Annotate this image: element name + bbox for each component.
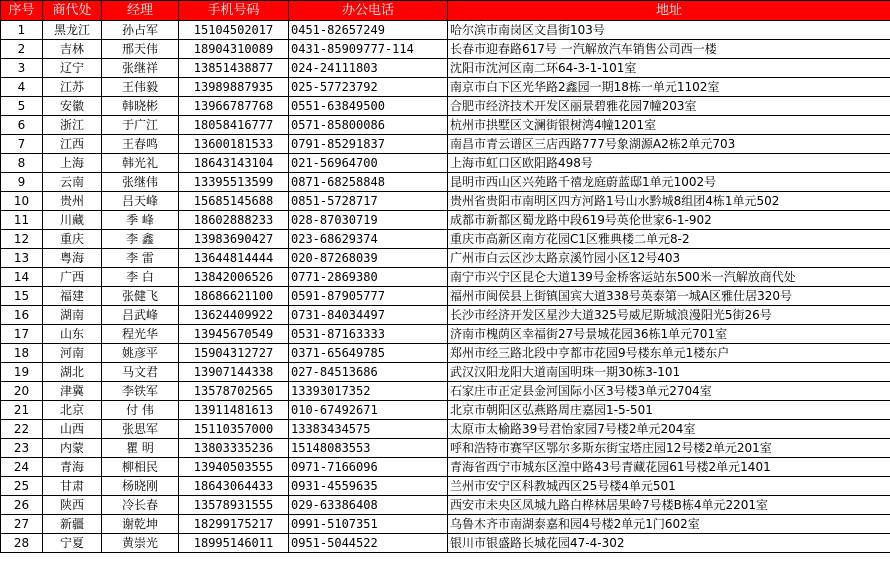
cell-index: 5 (1, 97, 43, 116)
cell-manager: 李 白 (102, 268, 179, 287)
cell-office-phone: 020-87268039 (289, 249, 448, 268)
cell-address: 长春市迎春路617号 一汽解放汽车销售公司西一楼 (448, 40, 890, 59)
cell-mobile: 13945670549 (179, 325, 289, 344)
cell-manager: 冷长春 (102, 496, 179, 515)
cell-index: 25 (1, 477, 43, 496)
cell-office-phone: 0971-7166096 (289, 458, 448, 477)
cell-index: 23 (1, 439, 43, 458)
cell-office: 广西 (43, 268, 102, 287)
cell-mobile: 18995146011 (179, 534, 289, 553)
table-row (1, 211, 890, 230)
cell-office-phone: 0931-4559635 (289, 477, 448, 496)
cell-office: 江西 (43, 135, 102, 154)
cell-office: 湖南 (43, 306, 102, 325)
cell-office-phone: 028-87030719 (289, 211, 448, 230)
cell-office-phone: 0731-84034497 (289, 306, 448, 325)
cell-index: 2 (1, 40, 43, 59)
header-row (1, 1, 890, 21)
table-row (1, 40, 890, 59)
cell-manager: 黄崇光 (102, 534, 179, 553)
cell-office-phone: 0591-87905777 (289, 287, 448, 306)
cell-manager: 姚彦平 (102, 344, 179, 363)
cell-office: 甘肃 (43, 477, 102, 496)
cell-office-phone: 0431-85909777-114 (289, 40, 448, 59)
cell-address: 上海市虹口区欧阳路498号 (448, 154, 890, 173)
cell-index: 20 (1, 382, 43, 401)
cell-address: 南宁市兴宁区昆仑大道139号金桥客运站东500米一汽解放商代处 (448, 268, 890, 287)
cell-manager: 瞿 明 (102, 439, 179, 458)
cell-address: 长沙市经济开发区星沙大道325号威尼斯城浪漫阳光5街26号 (448, 306, 890, 325)
cell-address: 杭州市拱墅区文澜街银树湾4幢1201室 (448, 116, 890, 135)
cell-office: 粤海 (43, 249, 102, 268)
cell-index: 28 (1, 534, 43, 553)
cell-manager: 韩晓彬 (102, 97, 179, 116)
cell-index: 7 (1, 135, 43, 154)
cell-office: 黑龙江 (43, 21, 102, 40)
cell-office-phone: 0531-87163333 (289, 325, 448, 344)
cell-office: 陕西 (43, 496, 102, 515)
cell-office-phone: 025-57723792 (289, 78, 448, 97)
cell-mobile: 13644814444 (179, 249, 289, 268)
table-row (1, 363, 890, 382)
cell-office-phone: 027-84513686 (289, 363, 448, 382)
cell-index: 17 (1, 325, 43, 344)
cell-address: 昆明市西山区兴苑路千禧龙庭蔚蓝邸1单元1002号 (448, 173, 890, 192)
cell-mobile: 13395513599 (179, 173, 289, 192)
cell-mobile: 18643143104 (179, 154, 289, 173)
cell-address: 西安市未央区凤城九路白桦林居果岭7号楼B栋4单元2201室 (448, 496, 890, 515)
cell-index: 16 (1, 306, 43, 325)
cell-index: 8 (1, 154, 43, 173)
cell-mobile: 18686621100 (179, 287, 289, 306)
cell-office-phone: 0991-5107351 (289, 515, 448, 534)
cell-address: 南昌市青云谱区三店西路777号象湖源A2栋2单元703 (448, 135, 890, 154)
table-body (1, 21, 890, 553)
header-address: 地址 (448, 1, 890, 21)
cell-office: 贵州 (43, 192, 102, 211)
cell-mobile: 13600181533 (179, 135, 289, 154)
cell-manager: 邢天伟 (102, 40, 179, 59)
cell-manager: 孙占军 (102, 21, 179, 40)
cell-office: 青海 (43, 458, 102, 477)
cell-address: 太原市太榆路39号君怡家园7号楼2单元204室 (448, 420, 890, 439)
table-row (1, 420, 890, 439)
cell-mobile: 15104502017 (179, 21, 289, 40)
table-row (1, 287, 890, 306)
cell-manager: 张思军 (102, 420, 179, 439)
cell-mobile: 13578931555 (179, 496, 289, 515)
cell-index: 12 (1, 230, 43, 249)
header-office: 商代处 (43, 1, 102, 21)
cell-address: 呼和浩特市赛罕区鄂尔多斯东街宝塔庄园12号楼2单元201室 (448, 439, 890, 458)
cell-address: 兰州市安宁区科教城西区25号楼4单元501 (448, 477, 890, 496)
cell-index: 6 (1, 116, 43, 135)
cell-address: 合肥市经济技术开发区丽景碧雅花园7幢203室 (448, 97, 890, 116)
cell-index: 10 (1, 192, 43, 211)
cell-office-phone: 0951-5044522 (289, 534, 448, 553)
cell-address: 北京市朝阳区弘燕路周庄嘉园1-5-501 (448, 401, 890, 420)
table-row (1, 230, 890, 249)
cell-manager: 柳相民 (102, 458, 179, 477)
cell-mobile: 15110357000 (179, 420, 289, 439)
cell-office-phone: 021-56964700 (289, 154, 448, 173)
table-header (1, 1, 890, 21)
cell-address: 贵州省贵阳市南明区四方河路1号山水黔城8组团4栋1单元502 (448, 192, 890, 211)
table-row (1, 344, 890, 363)
cell-manager: 谢乾坤 (102, 515, 179, 534)
cell-office-phone: 13383434575 (289, 420, 448, 439)
table-row (1, 116, 890, 135)
cell-address: 青海省西宁市城东区湟中路43号青藏花园61号楼2单元1401 (448, 458, 890, 477)
cell-office-phone: 0871-68258848 (289, 173, 448, 192)
cell-office-phone: 0551-63849500 (289, 97, 448, 116)
cell-index: 15 (1, 287, 43, 306)
cell-mobile: 13624409922 (179, 306, 289, 325)
cell-address: 福州市闽侯县上街镇国宾大道338号英泰第一城A区雅仕居320号 (448, 287, 890, 306)
cell-manager: 韩光礼 (102, 154, 179, 173)
cell-address: 沈阳市沈河区南二环64-3-1-101室 (448, 59, 890, 78)
table-row (1, 401, 890, 420)
table-row (1, 21, 890, 40)
table-row (1, 249, 890, 268)
table-row (1, 306, 890, 325)
cell-mobile: 13983690427 (179, 230, 289, 249)
cell-mobile: 13989887935 (179, 78, 289, 97)
cell-address: 重庆市高新区南方花园C1区雅典楼二单元8-2 (448, 230, 890, 249)
cell-address: 乌鲁木齐市南湖泰嘉和园4号楼2单元1门602室 (448, 515, 890, 534)
cell-office: 北京 (43, 401, 102, 420)
table-row (1, 59, 890, 78)
cell-office-phone: 0571-85800086 (289, 116, 448, 135)
cell-manager: 李 鑫 (102, 230, 179, 249)
cell-manager: 吕武峰 (102, 306, 179, 325)
cell-mobile: 18299175217 (179, 515, 289, 534)
cell-index: 24 (1, 458, 43, 477)
cell-mobile: 13851438877 (179, 59, 289, 78)
cell-office: 云南 (43, 173, 102, 192)
table-row (1, 325, 890, 344)
cell-office-phone: 0851-5728717 (289, 192, 448, 211)
cell-manager: 王春鸣 (102, 135, 179, 154)
cell-address: 济南市槐荫区幸福街27号景城花园36栋1单元701室 (448, 325, 890, 344)
cell-address: 银川市银盛路长城花园47-4-302 (448, 534, 890, 553)
cell-office: 辽宁 (43, 59, 102, 78)
cell-office: 江苏 (43, 78, 102, 97)
table-row (1, 515, 890, 534)
cell-office: 河南 (43, 344, 102, 363)
cell-mobile: 15685145688 (179, 192, 289, 211)
cell-index: 18 (1, 344, 43, 363)
cell-mobile: 15904312727 (179, 344, 289, 363)
table-row (1, 268, 890, 287)
cell-manager: 李 雷 (102, 249, 179, 268)
header-index: 序号 (1, 1, 43, 21)
cell-address: 南京市白下区光华路2鑫园一期18栋一单元1102室 (448, 78, 890, 97)
cell-address: 武汉汉阳龙阳大道南国明珠一期30栋3-101 (448, 363, 890, 382)
cell-office: 新疆 (43, 515, 102, 534)
cell-office-phone: 0371-65649785 (289, 344, 448, 363)
cell-index: 21 (1, 401, 43, 420)
cell-mobile: 18904310089 (179, 40, 289, 59)
cell-office: 上海 (43, 154, 102, 173)
cell-office: 湖北 (43, 363, 102, 382)
cell-manager: 马文君 (102, 363, 179, 382)
cell-mobile: 13578702565 (179, 382, 289, 401)
cell-manager: 李铁军 (102, 382, 179, 401)
table-row (1, 173, 890, 192)
table-row (1, 496, 890, 515)
header-office-phone: 办公电话 (289, 1, 448, 21)
cell-manager: 王伟毅 (102, 78, 179, 97)
cell-index: 1 (1, 21, 43, 40)
table-row (1, 382, 890, 401)
cell-manager: 张继祥 (102, 59, 179, 78)
table-row (1, 97, 890, 116)
table-row (1, 78, 890, 97)
cell-index: 13 (1, 249, 43, 268)
cell-office-phone: 0791-85291837 (289, 135, 448, 154)
cell-mobile: 18058416777 (179, 116, 289, 135)
cell-office: 浙江 (43, 116, 102, 135)
cell-mobile: 13907144338 (179, 363, 289, 382)
cell-office: 山西 (43, 420, 102, 439)
table-row (1, 154, 890, 173)
cell-office-phone: 0451-82657249 (289, 21, 448, 40)
cell-office: 川藏 (43, 211, 102, 230)
cell-address: 郑州市经三路北段中亨都市花园9号楼东单元1楼东户 (448, 344, 890, 363)
cell-address: 成都市新都区蜀龙路中段619号英伦世家6-1-902 (448, 211, 890, 230)
cell-index: 27 (1, 515, 43, 534)
cell-mobile: 18602888233 (179, 211, 289, 230)
cell-office: 宁夏 (43, 534, 102, 553)
table-row (1, 534, 890, 553)
cell-office: 重庆 (43, 230, 102, 249)
cell-office: 福建 (43, 287, 102, 306)
table-row (1, 439, 890, 458)
cell-office: 吉林 (43, 40, 102, 59)
cell-office-phone: 024-24111803 (289, 59, 448, 78)
cell-manager: 吕天峰 (102, 192, 179, 211)
table-row (1, 192, 890, 211)
table-row (1, 477, 890, 496)
cell-manager: 程光华 (102, 325, 179, 344)
cell-office-phone: 010-67492671 (289, 401, 448, 420)
cell-index: 4 (1, 78, 43, 97)
cell-mobile: 18643064433 (179, 477, 289, 496)
cell-manager: 张健飞 (102, 287, 179, 306)
cell-manager: 于广江 (102, 116, 179, 135)
table-row (1, 135, 890, 154)
cell-office: 津冀 (43, 382, 102, 401)
cell-mobile: 13966787768 (179, 97, 289, 116)
cell-office: 内蒙 (43, 439, 102, 458)
cell-office-phone: 13393017352 (289, 382, 448, 401)
cell-mobile: 13940503555 (179, 458, 289, 477)
header-manager: 经理 (102, 1, 179, 21)
cell-index: 3 (1, 59, 43, 78)
cell-mobile: 13842006526 (179, 268, 289, 287)
cell-office: 山东 (43, 325, 102, 344)
cell-index: 26 (1, 496, 43, 515)
cell-index: 9 (1, 173, 43, 192)
cell-address: 哈尔滨市南岗区文昌街103号 (448, 21, 890, 40)
cell-mobile: 13803335236 (179, 439, 289, 458)
cell-mobile: 13911481613 (179, 401, 289, 420)
cell-office: 安徽 (43, 97, 102, 116)
cell-office-phone: 0771-2869380 (289, 268, 448, 287)
cell-address: 广州市白云区沙太路京溪竹园小区12号403 (448, 249, 890, 268)
cell-office-phone: 029-63386408 (289, 496, 448, 515)
cell-index: 14 (1, 268, 43, 287)
header-mobile: 手机号码 (179, 1, 289, 21)
cell-office-phone: 023-68629374 (289, 230, 448, 249)
cell-manager: 张继伟 (102, 173, 179, 192)
cell-index: 11 (1, 211, 43, 230)
cell-office-phone: 15148083553 (289, 439, 448, 458)
cell-manager: 付 伟 (102, 401, 179, 420)
table-row (1, 458, 890, 477)
cell-manager: 杨晓刚 (102, 477, 179, 496)
cell-address: 石家庄市正定县金河国际小区3号楼3单元2704室 (448, 382, 890, 401)
cell-index: 19 (1, 363, 43, 382)
cell-index: 22 (1, 420, 43, 439)
cell-manager: 季 峰 (102, 211, 179, 230)
